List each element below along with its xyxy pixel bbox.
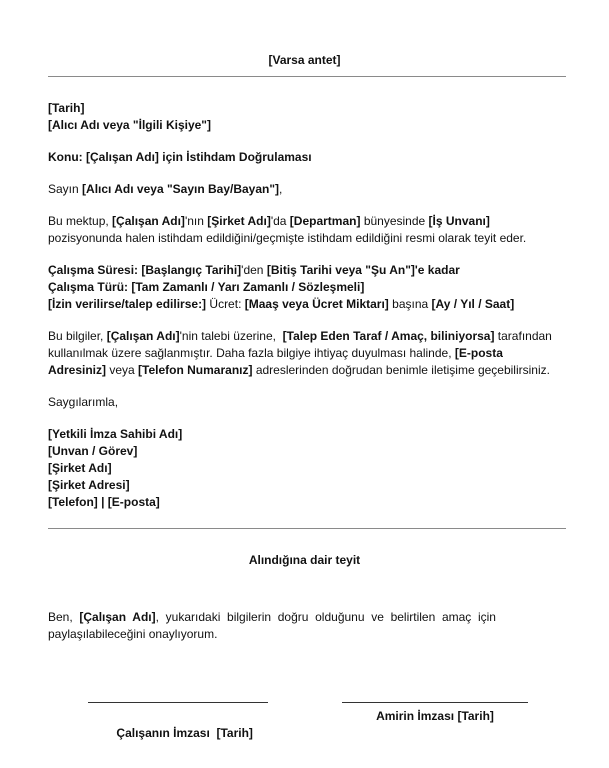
from-suffix: 'den <box>241 263 267 277</box>
signer-contact-text: [Telefon] | [E-posta] <box>48 495 160 509</box>
intro-department: [Departman] <box>289 214 361 228</box>
work-type-label: Çalışma Türü: <box>48 280 132 294</box>
intro-text-3: 'da <box>270 214 290 228</box>
pay-label: Ücret: <box>206 297 245 311</box>
intro-company: [Şirket Adı] <box>207 214 271 228</box>
to-suffix: 'e kadar <box>414 263 460 277</box>
letterhead-text: [Varsa antet] <box>268 53 341 67</box>
subject-text: [Çalışan Adı] için İstihdam Doğrulaması <box>86 150 312 164</box>
duration-label: Çalışma Süresi: <box>48 263 142 277</box>
purpose-line-3 <box>48 362 550 379</box>
employee-signature-line <box>88 702 268 703</box>
signer-name-text: [Yetkili İmza Sahibi Adı] <box>48 427 183 441</box>
subject-line <box>48 149 312 166</box>
signer-company <box>48 460 112 477</box>
pay-condition: [İzin verilirse/talep edilirse:] <box>48 297 207 311</box>
intro-employee: [Çalışan Adı] <box>112 214 185 228</box>
signer-position <box>48 443 137 460</box>
salutation-name: [Alıcı Adı veya "Sayın Bay/Bayan"] <box>82 182 280 196</box>
ack-text-3: paylaşılabileceğini onaylıyorum. <box>48 627 218 641</box>
ack-text-1: Ben, <box>48 610 80 624</box>
purpose-text-4: kullanılmak üzere sağlanmıştır. Daha fazla bilgiye ihtiyaç duyulması halinde, <box>48 346 455 360</box>
purpose-text-1: Bu bilgiler, <box>48 329 107 343</box>
pay-period: [Ay / Yıl / Saat] <box>431 297 515 311</box>
purpose-requester: [Talep Eden Taraf / Amaç, biliniyorsa] <box>282 329 495 343</box>
manager-signature-label <box>342 708 528 725</box>
ack-employee: [Çalışan Adı] <box>79 610 156 624</box>
signer-contact <box>48 494 160 511</box>
intro-text-4: bünyesinde <box>360 214 429 228</box>
purpose-text-5: veya <box>106 363 139 377</box>
salutation-suffix: , <box>279 182 283 196</box>
pay-per: başına <box>388 297 432 311</box>
header-divider <box>48 76 566 77</box>
duration-line <box>48 262 460 279</box>
signer-name <box>48 426 182 443</box>
subject-label: Konu: <box>48 150 83 164</box>
purpose-text-3: tarafından <box>494 329 552 343</box>
signer-address <box>48 477 130 494</box>
intro-line-2 <box>48 230 526 247</box>
pay-line <box>48 296 514 313</box>
addressee-placeholder: [Alıcı Adı veya "İlgili Kişiye"] <box>48 118 211 132</box>
purpose-email-part-2: Adresiniz] <box>48 363 107 377</box>
pay-value: [Maaş veya Ücret Miktarı] <box>244 297 389 311</box>
intro-line-1 <box>48 213 490 230</box>
letterhead <box>0 52 609 69</box>
ack-text-2: , yukarıdaki bilgilerin doğru olduğunu ve belirtilen amaç için <box>155 610 496 624</box>
purpose-employee: [Çalışan Adı] <box>106 329 180 343</box>
start-date: [Başlangıç Tarihi] <box>141 263 242 277</box>
work-type-value: [Tam Zamanlı / Yarı Zamanlı / Sözleşmeli] <box>131 280 365 294</box>
work-type-line <box>48 279 364 296</box>
salutation <box>48 181 282 198</box>
purpose-line-2 <box>48 345 503 362</box>
employee-signature-text: Çalışanın İmzası [Tarih] <box>116 726 253 740</box>
signer-company-text: [Şirket Adı] <box>48 461 112 475</box>
manager-signature-text: Amirin İmzası [Tarih] <box>376 709 494 723</box>
intro-text-5: pozisyonunda halen istihdam edildiğini/geçmişte istihdam edildiğini resmi olarak teyit eder. <box>48 231 527 245</box>
purpose-text-6: adreslerinden doğrudan benimle iletişime geçebilirsiniz. <box>252 363 550 377</box>
salutation-prefix: Sayın <box>48 182 83 196</box>
purpose-email-part-1: [E-posta <box>454 346 503 360</box>
date-line <box>48 100 84 117</box>
date-placeholder: [Tarih] <box>48 101 85 115</box>
purpose-line-1 <box>48 328 552 345</box>
intro-text-1: Bu mektup, <box>48 214 113 228</box>
signer-position-text: [Unvan / Görev] <box>48 444 138 458</box>
addressee-line <box>48 117 211 134</box>
acknowledgment-line-2 <box>48 626 217 643</box>
closing-text <box>48 394 118 411</box>
employee-signature-label <box>88 708 268 759</box>
intro-text-2: 'nın <box>184 214 208 228</box>
acknowledgment-divider <box>48 528 566 529</box>
closing-phrase: Saygılarımla, <box>48 395 119 409</box>
acknowledgment-title <box>0 552 609 569</box>
end-date: [Bitiş Tarihi veya "Şu An"] <box>266 263 415 277</box>
acknowledgment-line-1 <box>48 609 496 626</box>
purpose-phone: [Telefon Numaranız] <box>138 363 253 377</box>
intro-title: [İş Unvanı] <box>428 214 490 228</box>
purpose-text-2: 'nin talebi üzerine, <box>179 329 283 343</box>
signer-address-text: [Şirket Adresi] <box>48 478 130 492</box>
manager-signature-line <box>342 702 528 703</box>
acknowledgment-title-text: Alındığına dair teyit <box>248 553 361 567</box>
